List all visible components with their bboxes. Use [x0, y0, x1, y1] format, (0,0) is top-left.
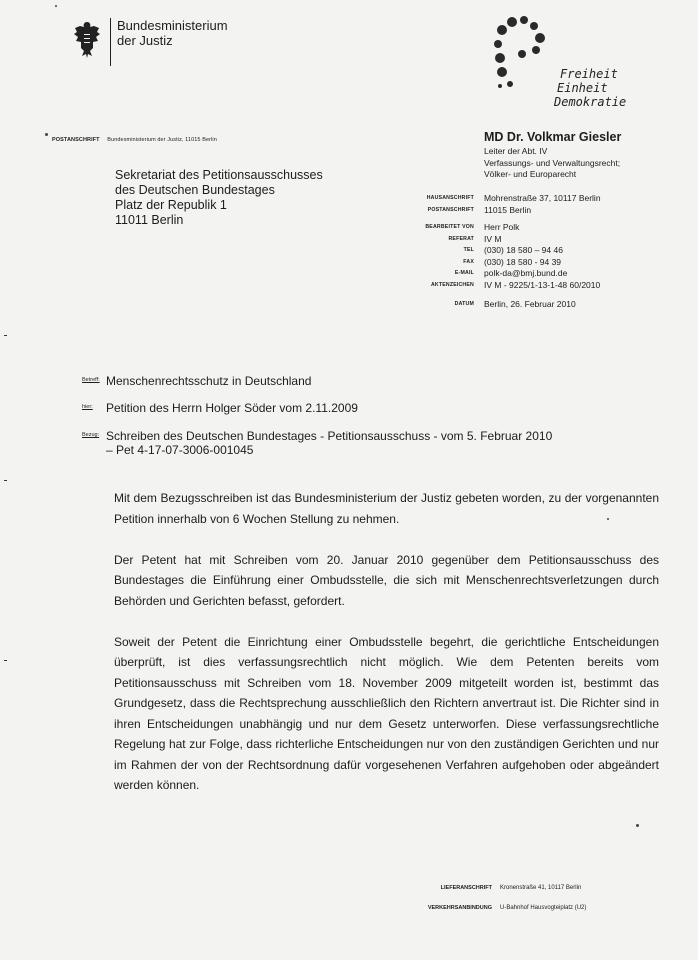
- detail-row-datum: [400, 299, 601, 311]
- body-paragraph-1: Mit dem Bezugsschreiben ist das Bundesministerium der Justiz gebeten worden, zu der vorgenannten Petition innerhalb von 6 Wochen Stellung zu nehmen.: [114, 491, 659, 526]
- subject-betreff: [82, 374, 311, 388]
- sender-line2: Verfassungs- und Verwaltungsrecht;: [484, 157, 621, 168]
- detail-value: polk-da@bmj.bund.de: [484, 268, 568, 278]
- footer-row-transport: [420, 898, 586, 918]
- detail-row-referat: [400, 234, 601, 246]
- ministry-name-line1: Bundesministerium: [117, 18, 228, 33]
- footer-value: Kronenstraße 41, 10117 Berlin: [500, 885, 582, 891]
- slogan-line3: Demokratie: [554, 95, 627, 109]
- sender-line3: Völker- und Europarecht: [484, 169, 577, 179]
- detail-label: BEARBEITET VON: [425, 224, 474, 230]
- ministry-header: [72, 18, 228, 66]
- detail-label: REFERAT: [448, 235, 474, 242]
- footer-label: VERKEHRSANBINDUNG: [427, 905, 492, 911]
- detail-row-bearbeitet: [400, 222, 601, 234]
- slogan-line1: Freiheit: [560, 67, 618, 81]
- detail-label: AKTENZEICHEN: [430, 281, 474, 288]
- detail-value: 11015 Berlin: [484, 204, 532, 215]
- detail-value: Mohrenstraße 37, 10117 Berlin: [484, 193, 601, 203]
- subject-label: Betreff:: [82, 377, 100, 383]
- subject-label: Bezug:: [82, 432, 100, 438]
- scan-speck: [636, 824, 639, 827]
- fold-mark: [4, 480, 7, 481]
- footer-value: U-Bahnhof Hausvogteiplatz (U2): [500, 905, 587, 911]
- subject-label: hier:: [82, 404, 93, 410]
- subject-hier: [82, 401, 358, 415]
- bezug-line1: Schreiben des Deutschen Bundestages - Petitionsausschuss - vom 5. Februar 2010: [106, 429, 553, 443]
- recipient-line4: 11011 Berlin: [115, 213, 184, 227]
- detail-value: Berlin, 26. Februar 2010: [484, 299, 576, 309]
- slogan-line2: Einheit: [557, 81, 608, 95]
- detail-label: TEL: [463, 247, 474, 253]
- ministry-name: [117, 18, 228, 48]
- subject-value: [106, 429, 552, 457]
- fold-mark: [4, 335, 7, 336]
- fold-mark: [4, 660, 7, 661]
- detail-value: IV M: [484, 233, 502, 244]
- letter-footer: [420, 878, 586, 918]
- header-divider: [110, 18, 111, 66]
- recipient-line1: Sekretariat des Petitionsausschusses: [115, 168, 323, 182]
- subject-value: Petition des Herrn Holger Söder vom 2.11.2009: [106, 401, 358, 415]
- subject-bezug: [82, 429, 552, 457]
- detail-row-aktenzeichen: [400, 280, 601, 292]
- footer-row-delivery: [420, 878, 586, 898]
- subject-value: Menschenrechtsschutz in Deutschland: [106, 374, 312, 388]
- bezug-line2: – Pet 4-17-07-3006-001045: [106, 443, 254, 457]
- detail-label: POSTANSCHRIFT: [427, 206, 474, 213]
- detail-row-hausanschrift: [400, 193, 601, 205]
- detail-row-tel: [400, 245, 601, 257]
- sender-line1: Leiter der Abt. IV: [484, 146, 548, 156]
- logo-slogan: [554, 67, 627, 109]
- sender-name: MD Dr. Volkmar Giesler: [484, 130, 622, 144]
- detail-value: (030) 18 580 – 94 46: [484, 245, 563, 255]
- detail-value: IV M - 9225/1-13-1-48 60/2010: [484, 279, 601, 290]
- detail-value: (030) 18 580 - 94 39: [484, 256, 562, 267]
- return-address-line: [52, 137, 217, 143]
- body-paragraph-3: Soweit der Petent die Einrichtung einer Ombudsstelle begehrt, die gerichtliche Entscheidungen überprüft, ist dies verfassungsrechtlich nicht möglich. Wie dem Petenten bereits vom Petitionsausschuss mit Schreiben vom 18. November 2009 mitgeteilt worden ist, bestimmt das Grundgesetz, dass die Rechtsprechung ausschließlich den Richtern anvertraut ist. Die Richter sind in ihren Entscheidungen unabhängig und nur dem Gesetz unterworfen. Diese verfassungsrechtliche Regelung hat zur Folge, dass richterliche Entscheidungen nur von den zuständigen Gerichten und nur im Rahmen der von der Rechtsordnung dafür vorgesehenen Verfahren aufgehoben oder abgeändert werden können.: [114, 634, 659, 792]
- detail-row-postanschrift: [400, 205, 601, 217]
- letter-details: [400, 193, 601, 311]
- federal-eagle-icon: [72, 18, 102, 62]
- recipient-line3: Platz der Republik 1: [115, 198, 227, 212]
- detail-value: Herr Polk: [484, 222, 520, 232]
- scan-speck: [607, 518, 609, 520]
- detail-label: FAX: [463, 258, 474, 265]
- body-paragraph-2: Der Petent hat mit Schreiben vom 20. Januar 2010 gegenüber dem Petitionsausschuss des Bundestages die Einführung einer Ombudsstelle, die sich mit Menschenrechtsverletzungen durch Behörden und Gerichten befasst, gefordert.: [114, 552, 659, 608]
- detail-row-email: [400, 268, 601, 280]
- detail-row-fax: [400, 257, 601, 269]
- scan-speck: [55, 5, 57, 7]
- footer-label: LIEFERANSCHRIFT: [440, 885, 492, 891]
- dotted-logo-stamp: [490, 14, 560, 94]
- recipient-line2: des Deutschen Bundestages: [115, 183, 275, 197]
- return-address-value: Bundesministerium der Justiz, 11015 Berlin: [107, 137, 217, 143]
- recipient-address: [115, 168, 323, 228]
- sender-department: [484, 146, 620, 181]
- detail-label: DATUM: [454, 301, 474, 307]
- scan-speck: [45, 133, 48, 136]
- detail-label: HAUSANSCHRIFT: [426, 195, 474, 201]
- detail-label: E-MAIL: [454, 270, 474, 276]
- letter-body: [114, 488, 659, 816]
- return-address-label: POSTANSCHRIFT: [52, 137, 100, 143]
- ministry-name-line2: der Justiz: [117, 33, 173, 48]
